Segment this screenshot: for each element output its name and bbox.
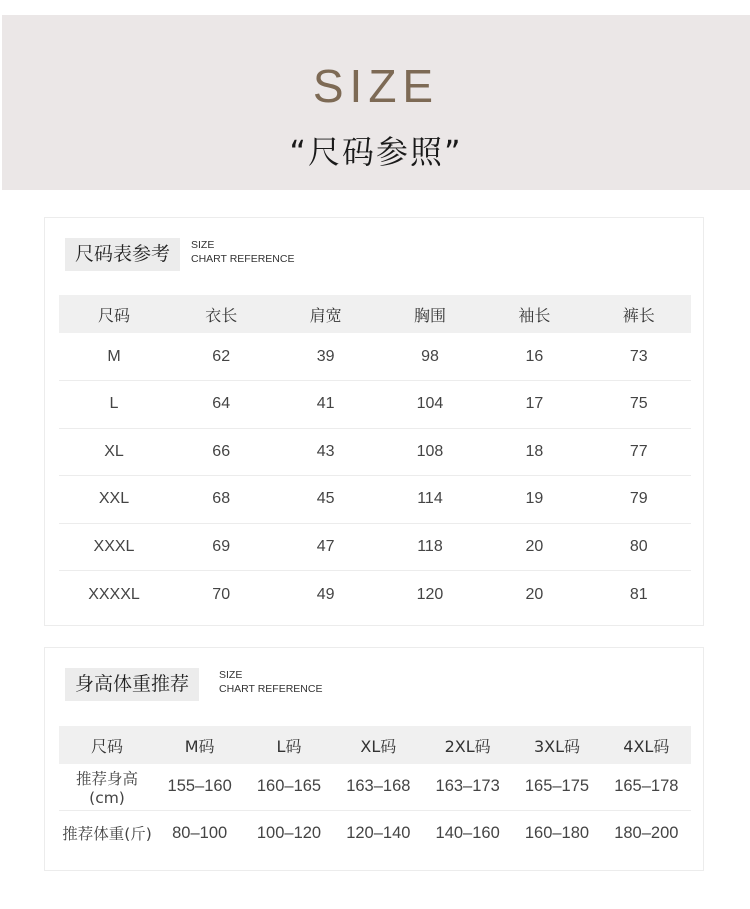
table-cell: 66 — [169, 428, 273, 476]
recommend-tag-note — [219, 668, 322, 696]
table-cell: 165–175 — [512, 764, 601, 810]
table-cell: 73 — [587, 333, 691, 381]
table-header-row — [59, 726, 691, 764]
table-cell: 160–180 — [524, 823, 590, 842]
table-cell: 77 — [587, 428, 691, 476]
table-cell: 104 — [378, 381, 482, 429]
header-cell: XL码 — [334, 726, 423, 764]
table-cell: 49 — [316, 585, 335, 603]
header-cell: 4XL码 — [602, 726, 691, 764]
table-cell: 69 — [169, 523, 273, 571]
header-cell: L码 — [244, 726, 333, 764]
table-cell: 120–140 — [346, 823, 411, 842]
table-cell: 47 — [273, 523, 377, 571]
row-label: 推荐身高(cm) — [59, 764, 155, 810]
header-cell: 胸围 — [378, 295, 482, 333]
header-cell: 裤长 — [587, 295, 691, 333]
table-cell: 163–173 — [423, 764, 512, 810]
banner-subtitle: “尺码参照” — [289, 133, 463, 171]
tag-note-line1: SIZE — [191, 239, 215, 251]
table-cell: XXXL — [59, 523, 169, 571]
size-chart-tag: 尺码表参考 — [65, 238, 180, 271]
table-cell: 39 — [273, 333, 377, 381]
banner-title: SIZE — [312, 60, 440, 112]
table-cell: XXL — [59, 476, 169, 524]
table-cell: 45 — [273, 476, 377, 524]
header-cell: 袖长 — [482, 295, 586, 333]
table-row — [59, 810, 691, 856]
table-cell: 16 — [482, 333, 586, 381]
header-cell: 2XL码 — [423, 726, 512, 764]
table-cell: 64 — [169, 381, 273, 429]
size-chart-card — [44, 217, 704, 626]
table-cell: XXXXL — [88, 585, 140, 603]
table-cell: 43 — [273, 428, 377, 476]
header-cell: 尺码 — [59, 295, 169, 333]
tag-note-line2: CHART REFERENCE — [219, 683, 323, 695]
table-cell: 120 — [416, 585, 444, 603]
recommend-card — [44, 647, 704, 871]
table-cell: 155–160 — [155, 764, 244, 810]
table-cell: 114 — [378, 476, 482, 524]
table-row — [59, 381, 691, 429]
header-cell: 衣长 — [169, 295, 273, 333]
table-cell: XL — [59, 428, 169, 476]
size-chart-tag-note — [191, 238, 294, 266]
table-cell: 18 — [482, 428, 586, 476]
tag-note-line1: SIZE — [219, 669, 243, 681]
table-cell: 79 — [587, 476, 691, 524]
table-cell: 80–100 — [172, 823, 228, 842]
table-cell: 20 — [482, 523, 586, 571]
table-cell: 80 — [587, 523, 691, 571]
table-cell: 100–120 — [256, 823, 322, 842]
table-cell: L — [59, 381, 169, 429]
table-cell: 140–160 — [435, 823, 500, 842]
table-cell: 108 — [378, 428, 482, 476]
table-row — [59, 428, 691, 476]
header-cell: M码 — [155, 726, 244, 764]
table-cell: 19 — [482, 476, 586, 524]
table-header-row — [59, 295, 691, 333]
table-cell: 163–168 — [334, 764, 423, 810]
table-cell: M — [59, 333, 169, 381]
table-cell: 17 — [482, 381, 586, 429]
table-cell: 68 — [169, 476, 273, 524]
table-cell: 160–165 — [244, 764, 333, 810]
table-row — [59, 523, 691, 571]
recommend-table — [59, 726, 691, 856]
tag-note-line2: CHART REFERENCE — [191, 253, 295, 265]
header-cell: 尺码 — [59, 726, 155, 764]
table-row — [59, 571, 691, 619]
header-cell: 3XL码 — [512, 726, 601, 764]
recommend-tag: 身高体重推荐 — [65, 668, 199, 701]
table-cell: 118 — [378, 523, 482, 571]
table-cell: 81 — [629, 585, 648, 603]
table-cell: 180–200 — [614, 823, 679, 842]
table-row — [59, 764, 691, 810]
table-cell: 41 — [273, 381, 377, 429]
table-cell: 70 — [212, 585, 231, 603]
table-cell: 98 — [378, 333, 482, 381]
table-row — [59, 476, 691, 524]
header-cell: 肩宽 — [273, 295, 377, 333]
table-cell: 75 — [587, 381, 691, 429]
table-cell: 20 — [525, 585, 544, 603]
table-row — [59, 333, 691, 381]
table-cell: 62 — [169, 333, 273, 381]
size-chart-table — [59, 295, 691, 618]
table-cell: 165–178 — [602, 764, 691, 810]
row-label: 推荐体重(斤) — [62, 825, 152, 844]
size-banner — [2, 15, 750, 190]
